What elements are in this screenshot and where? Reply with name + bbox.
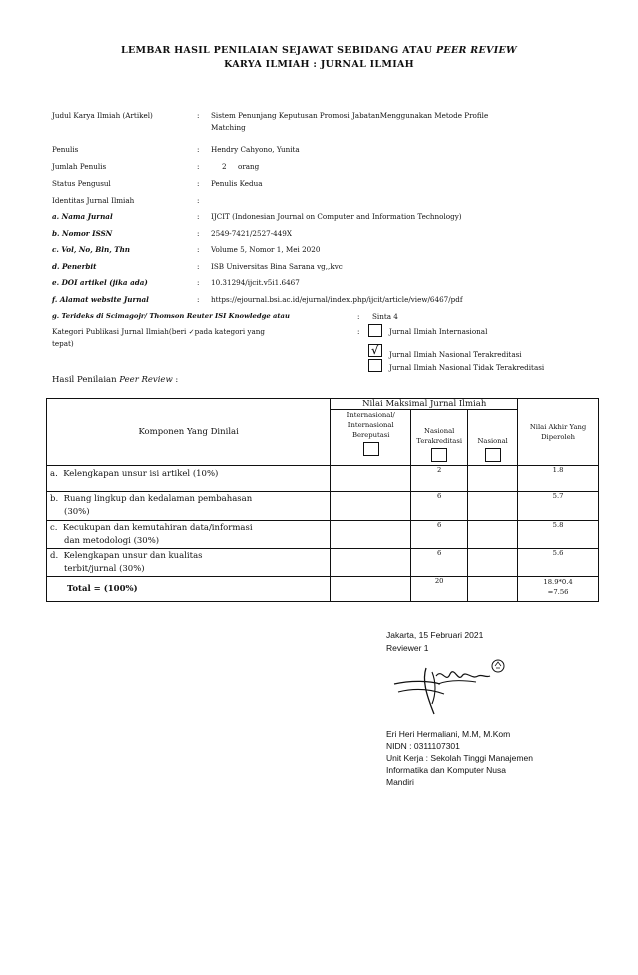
reviewer-name: Eri Heri Hermaliani, M.M, M.Kom — [386, 729, 511, 739]
status-value: Penulis Kedua — [211, 179, 263, 188]
colon: : — [197, 212, 200, 221]
reviewer-unit-1: Unit Kerja : Sekolah Tinggi Manajemen — [386, 753, 533, 763]
jumlah-unit: orang — [238, 162, 260, 171]
nasional-cell — [468, 466, 518, 492]
col-nasional-header: Nasional — [468, 410, 518, 466]
identitas-label: Identitas Jurnal Ilmiah — [52, 196, 135, 205]
option-internasional-label: Jurnal Ilmiah Internasional — [389, 327, 488, 336]
volume-label: c. Vol, No, Bln, Thn — [52, 245, 131, 254]
col-nasional-akr-header: Nasional Terakreditasi — [411, 410, 468, 466]
table-row — [47, 492, 599, 521]
colon: : — [197, 245, 200, 254]
nasional-cell — [468, 521, 518, 549]
judul-label: Judul Karya Ilmiah (Artikel) — [52, 111, 153, 120]
title-line1: LEMBAR HASIL PENILAIAN SEJAWAT SEBIDANG ATAU — [121, 45, 436, 56]
internasional-cell — [331, 492, 411, 521]
colon: : — [197, 145, 200, 154]
doi-label: e. DOI artikel (jika ada) — [52, 278, 148, 287]
nilai-max-header: Nilai Maksimal Jurnal Ilmiah — [331, 399, 518, 410]
komponen-cell: a. Kelengkapan unsur isi artikel (10%) — [47, 466, 331, 492]
index-label: g. Terideks di Scimagojr/ Thomson Reuter ISI Knowledge atau — [52, 312, 290, 320]
total-label: Total = (100%) — [47, 577, 331, 602]
penerbit-label: d. Penerbit — [52, 262, 97, 271]
colon: : — [357, 312, 360, 321]
index-value: Sinta 4 — [372, 312, 398, 321]
komponen-cell: d. Kelengkapan unsur dan kualitas terbit/jurnal (30%) — [47, 549, 331, 577]
judul-value-1: Sistem Penunjang Keputusan Promosi JabatanMenggunakan Metode Profile — [211, 111, 489, 120]
penerbit-value: ISB Universitas Bina Sarana vg,,kvc — [211, 262, 343, 271]
nasional-cell — [468, 492, 518, 521]
colon: : — [197, 111, 200, 120]
nilai-akhir-header: Nilai Akhir Yang Diperoleh — [518, 399, 599, 466]
penulis-label: Penulis — [52, 145, 79, 154]
document-subtitle: KARYA ILMIAH : JURNAL ILMIAH — [224, 59, 414, 70]
komponen-cell: c. Kecukupan dan kemutahiran data/informasi dan metodologi (30%) — [47, 521, 331, 549]
colon: : — [197, 179, 200, 188]
colon: : — [357, 327, 360, 336]
check-mark-icon: √ — [371, 344, 379, 357]
reviewer-nidn: NIDN : 0311107301 — [386, 741, 460, 751]
penulis-value: Hendry Cahyono, Yunita — [211, 145, 300, 154]
colon: : — [197, 295, 200, 304]
document-title — [0, 45, 638, 56]
max-value-cell: 6 — [411, 492, 468, 521]
judul-value-2: Matching — [211, 123, 246, 132]
signature-image — [392, 654, 512, 718]
colon: : — [197, 278, 200, 287]
issn-value: 2549-7421/2527-449X — [211, 229, 292, 238]
total-max-cell: 20 — [411, 577, 468, 602]
jumlah-value: 2 — [222, 162, 227, 171]
nasional-cell — [468, 577, 518, 602]
colon: : — [197, 196, 200, 205]
jumlah-label: Jumlah Penulis — [52, 162, 107, 171]
doi-value: 10.31294/ijcit.v5i1.6467 — [211, 278, 300, 287]
internasional-cell — [331, 466, 411, 492]
table-row-total — [47, 577, 599, 602]
table-row — [47, 466, 599, 492]
reviewer-unit-3: Mandiri — [386, 777, 414, 787]
col-internasional-header: Internasional/ Internasional Bereputasi — [331, 410, 411, 466]
kategori-label-1: Kategori Publikasi Jurnal Ilmiah(beri ✓pada kategori yang — [52, 327, 265, 336]
akhir-value-cell: 5.7 — [518, 492, 599, 521]
website-value: https://ejournal.bsi.ac.id/ejurnal/index.php/ijcit/article/view/6467/pdf — [211, 295, 463, 304]
checkbox-nasional-tidak-terakreditasi[interactable] — [368, 359, 382, 372]
max-value-cell: 2 — [411, 466, 468, 492]
colon: : — [197, 229, 200, 238]
issn-label: b. Nomor ISSN — [52, 229, 113, 238]
akhir-value-cell: 1.8 — [518, 466, 599, 492]
colon: : — [197, 262, 200, 271]
nasional-box[interactable] — [485, 448, 501, 462]
internasional-cell — [331, 549, 411, 577]
checkbox-internasional[interactable] — [368, 324, 382, 337]
nama-jurnal-value: IJCIT (Indonesian Journal on Computer and Information Technology) — [211, 212, 462, 221]
option-nasional-tidak-terakreditasi-label: Jurnal Ilmiah Nasional Tidak Terakreditasi — [389, 363, 545, 372]
checkbox-nasional-terakreditasi[interactable] — [368, 344, 382, 357]
reviewer-label: Reviewer 1 — [386, 643, 429, 653]
penilaian-table — [46, 398, 599, 602]
akhir-value-cell: 5.6 — [518, 549, 599, 577]
colon: : — [197, 162, 200, 171]
kategori-label-2: tepat) — [52, 339, 74, 348]
internasional-cell — [331, 521, 411, 549]
internasional-cell — [331, 577, 411, 602]
hasil-caption: Hasil Penilaian Peer Review : — [52, 375, 179, 385]
title-peer-review: PEER REVIEW — [435, 45, 517, 56]
max-value-cell: 6 — [411, 521, 468, 549]
komponen-cell: b. Ruang lingkup dan kedalaman pembahasan (30%) — [47, 492, 331, 521]
komponen-header: Komponen Yang Dinilai — [47, 399, 331, 466]
place-date: Jakarta, 15 Februari 2021 — [386, 630, 484, 640]
reviewer-unit-2: Informatika dan Komputer Nusa — [386, 765, 507, 775]
nasional-akr-box[interactable] — [431, 448, 447, 462]
total-akhir-cell: 18.9*0.4 =7.56 — [518, 577, 599, 602]
table-row — [47, 549, 599, 577]
option-nasional-terakreditasi-label: Jurnal Ilmiah Nasional Terakreditasi — [389, 350, 522, 359]
nasional-cell — [468, 549, 518, 577]
akhir-value-cell: 5.8 — [518, 521, 599, 549]
internasional-box[interactable] — [363, 442, 379, 456]
table-row — [47, 521, 599, 549]
website-label: f. Alamat website Jurnal — [52, 295, 149, 304]
max-value-cell: 6 — [411, 549, 468, 577]
nama-jurnal-label: a. Nama Jurnal — [52, 212, 113, 221]
volume-value: Volume 5, Nomor 1, Mei 2020 — [211, 245, 321, 254]
status-label: Status Pengusul — [52, 179, 111, 188]
